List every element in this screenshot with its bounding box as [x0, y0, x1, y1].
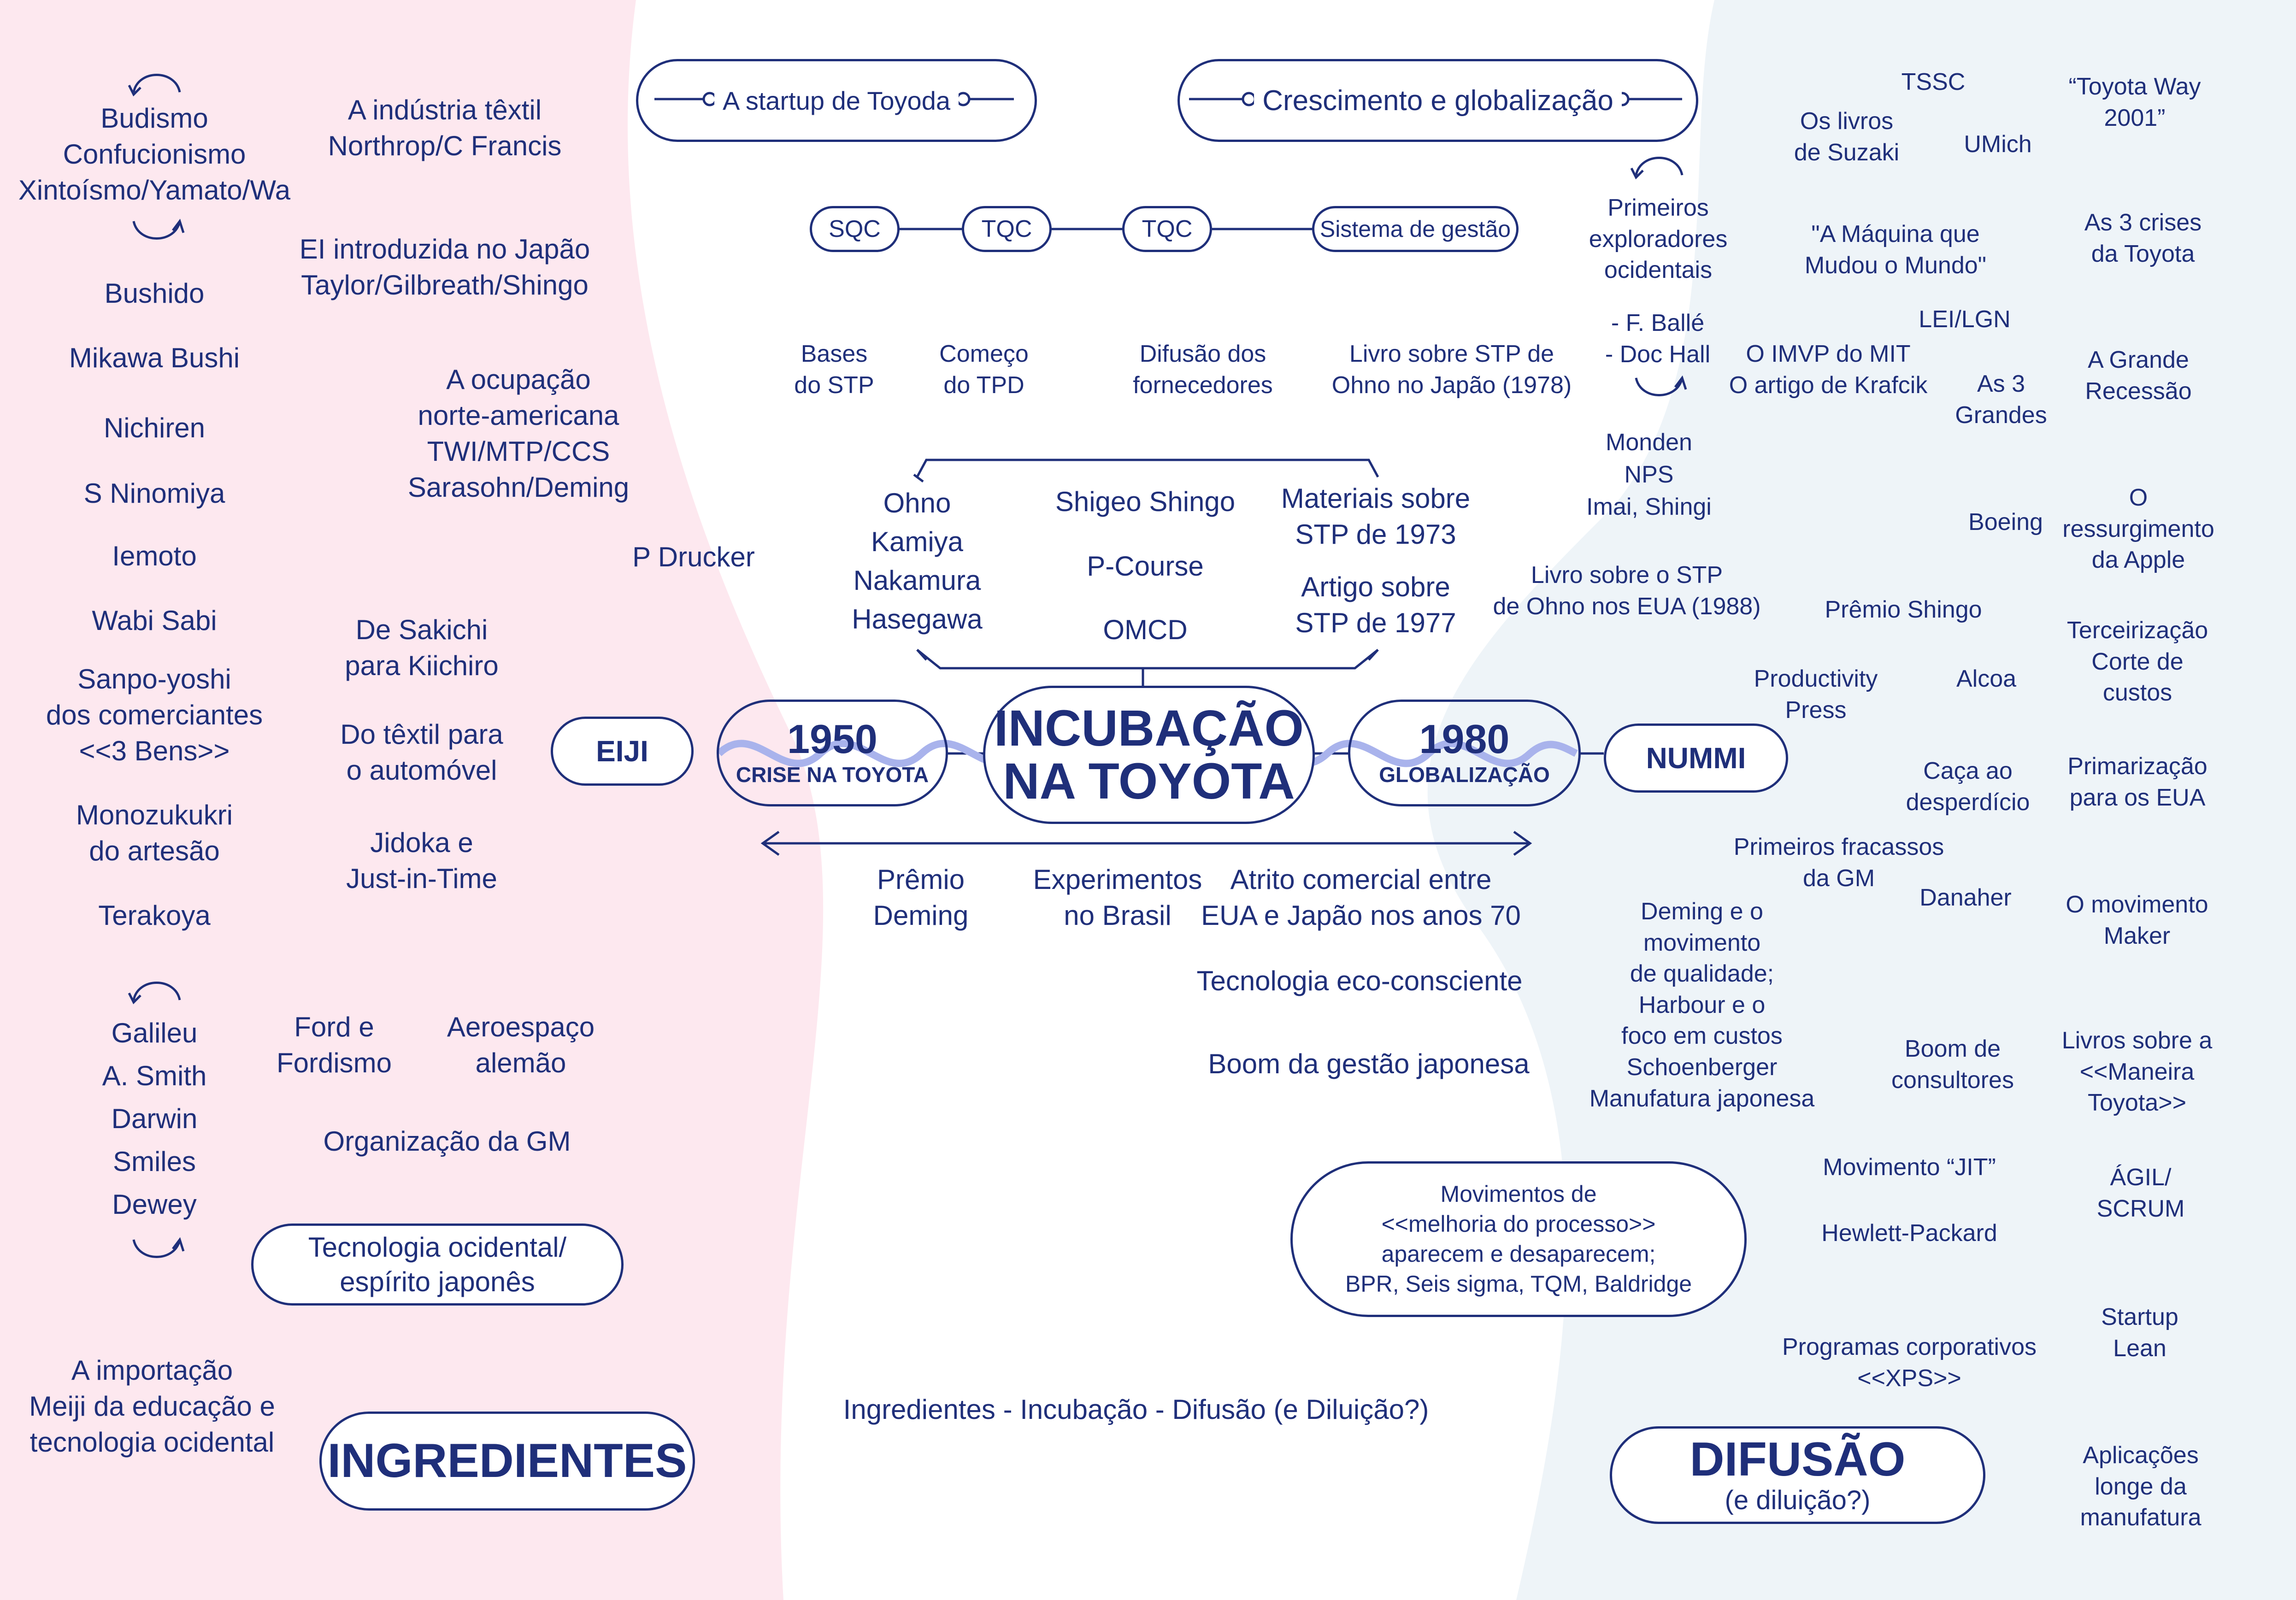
deming-text: Deming e o movimento de qualidade; Harbour e o foco em custos Schoenberger Manufatura japonesa [1589, 898, 1815, 1112]
apple-text: O ressurgimento da Apple [2062, 484, 2214, 574]
chain-label-1: Bases do STP [794, 341, 874, 399]
chain-sistema [1312, 206, 1519, 252]
growth-pill [1177, 59, 1698, 142]
startup-lean-text: Startup Lean [2101, 1304, 2178, 1362]
eiji-label: EIJI [596, 735, 648, 768]
terceirizacao-text: Terceirização Corte de custos [2066, 617, 2208, 706]
caca-text: Caça ao desperdício [1906, 758, 2030, 816]
tres-grandes-text: As 3 Grandes [1955, 371, 2047, 429]
meiji-text: A importação Meiji da educação e tecnologia ocidental [29, 1355, 275, 1458]
ocupacao-text: A ocupação norte-americana TWI/MTP/CCS Sarasohn/Deming [407, 364, 630, 503]
startup-pill [636, 59, 1037, 142]
balle-text: - F. Ballé - Doc Hall [1605, 310, 1711, 368]
chain-label-4: Livro sobre STP de Ohno no Japão (1978) [1331, 341, 1572, 399]
toyota-way-text: “Toyota Way 2001” [2068, 73, 2201, 131]
livro1988-text: Livro sobre o STP de Ohno nos EUA (1988) [1493, 562, 1761, 620]
people-text: Ohno Kamiya Nakamura Hasegawa [852, 488, 983, 635]
chain-tqc-1-label: TQC [981, 216, 1032, 242]
agil-text: ÁGIL/ SCRUM [2096, 1164, 2185, 1222]
sanpo-text: Sanpo-yoshi dos comerciantes <<3 Bens>> [46, 664, 263, 766]
eiji-pill [551, 717, 694, 786]
religions-text: Budismo Confucionismo Xintoísmo/Yamato/Wa [18, 103, 291, 206]
movimentos-label: Movimentos de <<melhoria do processo>> aparecem e desaparecem; BPR, Seis sigma, TQM, Baldridge [1345, 1181, 1692, 1297]
terakoya-text: Terakoya [98, 900, 211, 931]
sakichi-text: De Sakichi para Kiichiro [345, 614, 499, 681]
nummi-pill [1604, 724, 1788, 793]
difusao-label: DIFUSÃO [1690, 1432, 1906, 1486]
wabi-text: Wabi Sabi [92, 605, 217, 636]
mat1973-text: Materiais sobre STP de 1973 [1281, 483, 1471, 550]
thinkers-text: Galileu A. Smith Darwin Smiles Dewey [102, 1018, 207, 1220]
year-1950-sub: CRISE NA TOYOTA [736, 763, 929, 787]
umich-text: UMich [1964, 131, 2032, 158]
fracassos-text: Primeiros fracassos da GM [1733, 834, 1944, 892]
imvp-text: O IMVP do MIT O artigo de Krafcik [1729, 341, 1928, 399]
recessao-text: A Grande Recessão [2085, 347, 2192, 405]
mikawa-text: Mikawa Bushi [69, 342, 240, 373]
art1977-text: Artigo sobre STP de 1977 [1295, 571, 1456, 638]
chain-tqc-2-label: TQC [1142, 216, 1193, 242]
shingo-text: Shigeo Shingo [1055, 486, 1236, 517]
hp-text: Hewlett-Packard [1821, 1220, 1997, 1247]
textil-text: A indústria têxtil Northrop/C Francis [328, 94, 562, 161]
year-1980-sub: GLOBALIZAÇÃO [1379, 763, 1550, 787]
chain-sistema-label: Sistema de gestão [1319, 216, 1511, 242]
shingo-prize-text: Prêmio Shingo [1825, 596, 1982, 623]
chain-tqc-1 [962, 206, 1052, 252]
bushido-text: Bushido [104, 278, 205, 309]
year-1950-pill [717, 700, 948, 806]
tech-pill [251, 1224, 624, 1306]
boeing-text: Boeing [1968, 509, 2043, 535]
suzaki-text: Os livros de Suzaki [1794, 108, 1900, 166]
startup-label: A startup de Toyoda [714, 86, 959, 116]
maker-text: O movimento Maker [2066, 891, 2208, 949]
year-1980: 1980 [1419, 716, 1510, 762]
growth-label: Crescimento e globalização [1254, 84, 1622, 117]
brasil-text: Experimentos no Brasil [1033, 864, 1202, 931]
ingredientes-title [319, 1412, 695, 1511]
ingredientes-label: INGREDIENTES [327, 1434, 687, 1488]
consultores-text: Boom de consultores [1891, 1035, 2014, 1094]
footer-text: Ingredientes - Incubação - Difusão (e Diluição?) [843, 1394, 1429, 1425]
difusao-title [1610, 1426, 1985, 1524]
incubacao-label: INCUBAÇÃO NA TOYOTA [994, 700, 1304, 810]
incubacao-title [983, 686, 1315, 824]
xps-text: Programas corporativos <<XPS>> [1782, 1334, 2037, 1392]
maquina-text: "A Máquina que Mudou o Mundo" [1804, 221, 1987, 279]
aero-text: Aeroespaço alemão [447, 1012, 595, 1078]
pcourse-text: P-Course [1087, 551, 1204, 582]
omcd-text: OMCD [1103, 614, 1188, 645]
movimentos-pill [1290, 1161, 1747, 1317]
tssc-text: TSSC [1901, 69, 1966, 95]
year-1980-pill [1348, 700, 1581, 806]
span-arrow [763, 832, 1530, 855]
productivity-text: Productivity Press [1754, 665, 1878, 724]
monden-text: Monden NPS Imai, Shingi [1586, 429, 1712, 521]
gm-text: Organização da GM [323, 1126, 571, 1157]
nummi-label: NUMMI [1646, 741, 1746, 775]
ninomiya-text: S Ninomiya [83, 478, 225, 509]
chain-label-3: Difusão dos fornecedores [1133, 341, 1273, 399]
nichiren-text: Nichiren [103, 412, 206, 443]
drucker-text: P Drucker [632, 541, 755, 572]
difusao-sub: (e diluição?) [1725, 1485, 1871, 1516]
ie-text: EI introduzida no Japão Taylor/Gilbreath/Shingo [299, 234, 590, 300]
jidoka-text: Jidoka e Just-in-Time [346, 827, 497, 894]
lei-text: LEI/LGN [1919, 306, 2011, 333]
boom-text: Boom da gestão japonesa [1208, 1048, 1530, 1079]
chain-sqc-label: SQC [829, 216, 881, 242]
monozukuri-text: Monozukukri do artesão [76, 800, 233, 866]
tech-pill-label: Tecnologia ocidental/ espírito japonês [308, 1232, 567, 1297]
atrito-text: Atrito comercial entre EUA e Japão nos anos 70 [1201, 864, 1521, 931]
aplicacoes-text: Aplicações longe da manufatura [2080, 1442, 2202, 1531]
ford-text: Ford e Fordismo [276, 1012, 392, 1078]
livros-maneira-text: Livros sobre a <<Maneira Toyota>> [2061, 1027, 2213, 1117]
eco-text: Tecnologia eco-consciente [1196, 965, 1523, 996]
chain-tqc-2 [1122, 206, 1212, 252]
year-1950: 1950 [787, 716, 877, 762]
explorers-text: Primeiros exploradores ocidentais [1589, 194, 1728, 284]
danaher-text: Danaher [1919, 884, 2012, 911]
chain-sqc [810, 206, 900, 252]
jit-text: Movimento “JIT” [1823, 1154, 1996, 1181]
chain-label-2: Começo do TPD [939, 341, 1029, 399]
alcoa-text: Alcoa [1956, 665, 2017, 692]
premio-text: Prêmio Deming [873, 864, 969, 931]
textil-auto-text: Do têxtil para o automóvel [340, 719, 503, 786]
primarizacao-text: Primarização para os EUA [2067, 753, 2208, 811]
crises-text: As 3 crises da Toyota [2084, 209, 2202, 267]
iemoto-text: Iemoto [112, 541, 197, 571]
